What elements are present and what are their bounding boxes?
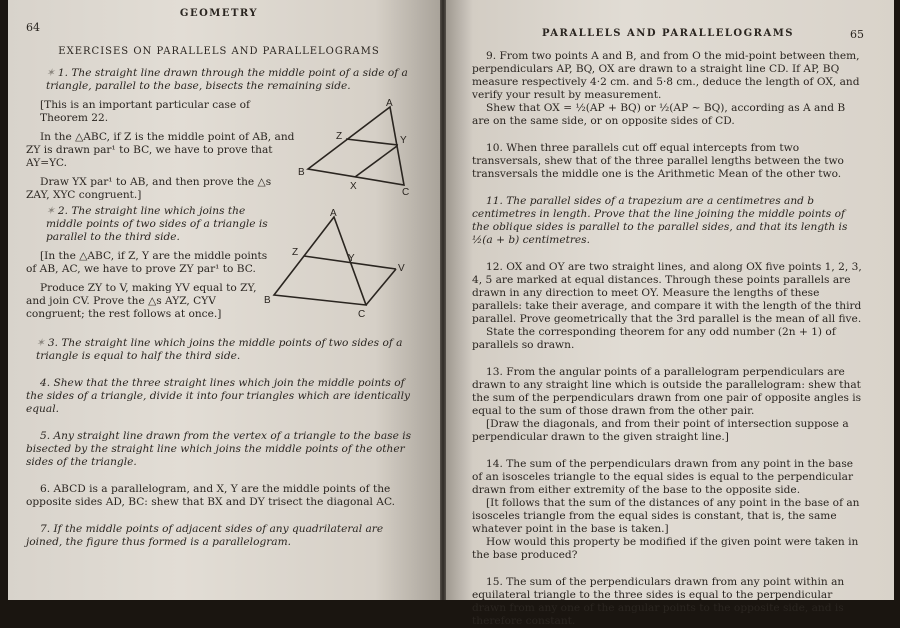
exercise-7: 7. If the middle points of adjacent sides of any quadrilateral are joined, the figure thus formed is a parallelogram. bbox=[26, 523, 384, 548]
right-running-head: PARALLELS AND PARALLELOGRAMS bbox=[541, 28, 795, 39]
exercise-1-statement: ✶ 1. The straight line drawn through the middle point of a side of a triangle, parallel to the base, bisects the remaining side. bbox=[46, 67, 408, 92]
section-title: EXERCISES ON PARALLELS AND PARALLELOGRAMS bbox=[58, 46, 380, 57]
right-page-number: 65 bbox=[850, 28, 864, 41]
triangle-figure-2 bbox=[262, 209, 412, 319]
fig1-label-a: A bbox=[386, 98, 393, 109]
fig1-label-b: B bbox=[298, 167, 305, 178]
fig1-label-z: Z bbox=[336, 131, 343, 142]
exercise-6: 6. ABCD is a parallelogram, and X, Y are the middle points of the opposite sides AD, BC: shew that BX and DY trisect the diagonal AC. bbox=[26, 483, 396, 508]
exercise-11: 11. The parallel sides of a trapezium are a centimetres and b centimetres in length. Prove that the line joining the middle points of the oblique sides is parallel to the parallel sides, and that its length is ½(a + b) centimetres. bbox=[472, 195, 848, 246]
pencil-mark-icon: ✶ bbox=[46, 205, 55, 217]
pencil-mark-icon: ✶ bbox=[36, 337, 45, 349]
exercise-9-b: Shew that OX = ½(AP + BQ) or ½(AP ~ BQ), according as A and B are on the same side, or on opposite sides of CD. bbox=[472, 102, 846, 127]
fig2-label-y: Y bbox=[348, 253, 355, 264]
exercise-12-b: State the corresponding theorem for any odd number (2n + 1) of parallels so drawn. bbox=[472, 326, 836, 351]
fig1-label-c: C bbox=[402, 187, 410, 198]
exercise-2-note-a: [In the △ABC, if Z, Y are the middle points of AB, AC, we have to prove ZY par¹ to BC. bbox=[26, 250, 268, 275]
exercise-10: 10. When three parallels cut off equal intercepts from two transversals, shew that of the three parallel lengths between the two transversals the middle one is the Arithmetic Mean of the other two. bbox=[472, 142, 844, 180]
left-page bbox=[8, 0, 440, 600]
right-page bbox=[446, 0, 894, 627]
exercise-14-a: 14. The sum of the perpendiculars drawn from any point in the base of an isosceles triangle to the equal sides is equal to the perpendicular drawn from either extremity of the base to the opposite side. bbox=[472, 458, 854, 496]
fig2-label-a: A bbox=[330, 208, 337, 219]
exercise-2-statement: ✶ 2. The straight line which joins the middle points of two sides of a triangle is parallel to the third side. bbox=[46, 205, 268, 243]
fig2-label-b: B bbox=[264, 295, 271, 306]
left-running-head: GEOMETRY bbox=[179, 8, 259, 19]
exercise-1-note-c: Draw YX par¹ to AB, and then prove the △s ZAY, XYC congruent.] bbox=[26, 176, 272, 201]
exercise-4: 4. Shew that the three straight lines which join the middle points of the sides of a triangle, divide it into four triangles which are identically equal. bbox=[26, 377, 410, 415]
exercise-12-a: 12. OX and OY are two straight lines, and along OX five points 1, 2, 3, 4, 5 are marked at equal distances. Through these points parallels are drawn in any direction to meet OY. Measure the lengths of these parallels: take their average, and compare it with the length of the third parallel. Prove geometrically that the 3rd parallel is the mean of all five. bbox=[472, 261, 862, 325]
exercise-1-note-a: [This is an important particular case of Theorem 22. bbox=[40, 99, 250, 124]
exercise-15: 15. The sum of the perpendiculars drawn from any point within an equilateral triangle to the three sides is equal to the perpendicular drawn from any one of the angular points to the opposite side, and is therefore constant. bbox=[472, 576, 845, 627]
exercise-14-b: [It follows that the sum of the distances of any point in the base of an isosceles triangle from the equal sides is constant, that is, the same whatever point in the base is taken.] bbox=[472, 497, 860, 535]
exercise-13-b: [Draw the diagonals, and from their point of intersection suppose a perpendicular drawn to the given straight line.] bbox=[472, 418, 849, 443]
exercise-13-a: 13. From the angular points of a parallelogram perpendiculars are drawn to any straight line which is outside the parallelogram: shew that the sum of the perpendiculars drawn from one pair of opposite angles is equal to the sum of those drawn from the other pair. bbox=[472, 366, 862, 417]
exercise-1-note-b: In the △ABC, if Z is the middle point of AB, and ZY is drawn par¹ to BC, we have to prove that AY=YC. bbox=[26, 131, 295, 169]
exercise-2-note-b: Produce ZY to V, making YV equal to ZY, and join CV. Prove the △s AYZ, CYV congruent; the rest follows at once.] bbox=[26, 282, 257, 320]
fig2-label-v: V bbox=[398, 263, 405, 274]
triangle-figure-1 bbox=[292, 98, 412, 198]
exercise-14-c: How would this property be modified if the given point were taken in the base produced? bbox=[472, 536, 859, 561]
pencil-mark-icon: ✶ bbox=[46, 67, 55, 79]
fig2-label-z: Z bbox=[292, 247, 299, 258]
fig1-label-x: X bbox=[350, 181, 357, 192]
exercise-1-block bbox=[26, 99, 412, 199]
exercise-2-block bbox=[26, 205, 412, 323]
fig1-label-y: Y bbox=[400, 135, 407, 146]
exercise-3: ✶ 3. The straight line which joins the middle points of two sides of a triangle is equal to half the third side. bbox=[36, 337, 403, 362]
exercise-5: 5. Any straight line drawn from the vertex of a triangle to the base is bisected by the straight line which joins the middle points of the other sides of the triangle. bbox=[26, 430, 412, 468]
fig2-label-c: C bbox=[358, 309, 366, 320]
left-page-number: 64 bbox=[26, 21, 40, 34]
exercise-9-a: 9. From two points A and B, and from O the mid-point between them, perpendiculars AP, BQ, OX are drawn to a straight line CD. If AP, BQ measure respectively 4·2 cm. and 5·8 cm., deduce the length of OX, and verify your result by measurement. bbox=[472, 50, 860, 101]
